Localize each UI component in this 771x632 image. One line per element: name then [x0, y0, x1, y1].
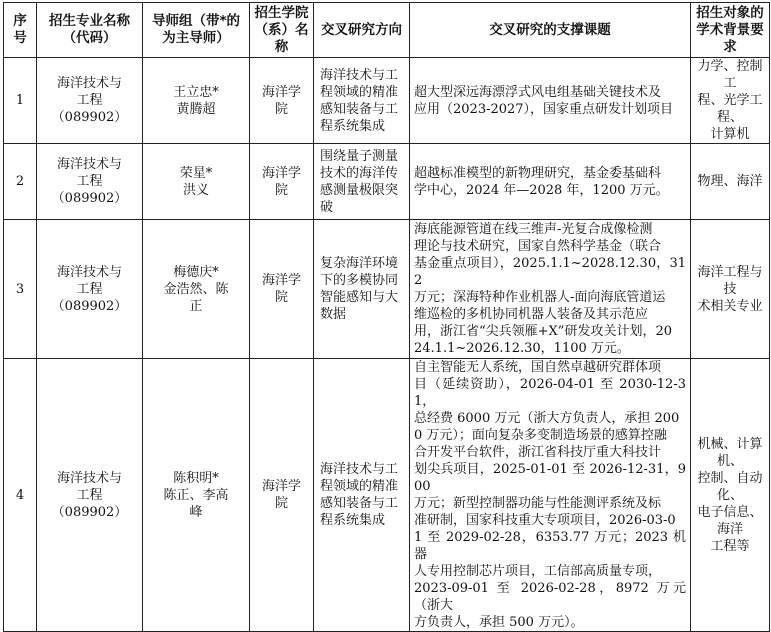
- cell-background-line: 力学、控制工: [697, 59, 763, 91]
- cell-mentors-line: 梅德庆*: [173, 264, 219, 280]
- cell-direction-line: 技术的海洋传: [320, 165, 399, 181]
- cell-major-line: 工程: [76, 174, 103, 189]
- cell-college-line: 院: [274, 101, 288, 117]
- cell-background: [691, 220, 770, 359]
- cell-projects-line: 万元；深海特种作业机器人-面向海底管道运: [414, 290, 666, 305]
- cell-direction-line: 感测量极限突: [320, 182, 399, 198]
- cell-direction-line: 智能感知与大: [320, 290, 399, 305]
- cell-projects-line: 合开发平台软件，浙江省科技厅重大科技计: [414, 445, 662, 460]
- cell-direction-line: 程系统集成: [320, 118, 386, 134]
- cell-direction-line: 复杂海洋环境: [320, 256, 399, 271]
- cell-major-line: 海洋技术与: [56, 264, 122, 280]
- header-projects: 交叉研究的支撑课题: [410, 3, 691, 58]
- cell-projects-line: 超大型深远海漂浮式风电组基础关键技术及: [414, 84, 662, 100]
- cell-major-line: 海洋技术与: [56, 157, 122, 172]
- cell-major: [37, 58, 143, 144]
- cell-direction-line: 数据: [320, 307, 347, 322]
- table-body: [4, 58, 770, 632]
- table-row: [4, 144, 770, 220]
- cell-major-line: 工程: [76, 93, 103, 108]
- cell-projects-line: 用，浙江省“尖兵领雁+X”研发攻关计划，20: [414, 324, 672, 339]
- cell-major-line: 工程: [76, 487, 103, 503]
- cell-mentors: [143, 144, 250, 220]
- cell-direction-line: 感知装备与工: [320, 101, 399, 117]
- cell-projects-line: 学中心，2024 年—2028 年，1200 万元。: [414, 182, 669, 198]
- table-row: [4, 220, 770, 359]
- header-index: 序号: [4, 3, 37, 58]
- cell-background: [691, 144, 770, 220]
- cell-projects-line: 海底能源管道在线三维声-光复合成像检测: [414, 222, 653, 237]
- header-direction: 交叉研究方向: [314, 3, 410, 58]
- cell-direction-line: 程系统集成: [320, 513, 386, 528]
- cell-background-line: 物理、海洋: [697, 174, 763, 189]
- cell-mentors: [143, 58, 250, 144]
- cell-major: [37, 220, 143, 359]
- cell-background-line: 术相关专业: [697, 298, 763, 314]
- cell-mentors-line: 王立忠*: [173, 84, 219, 100]
- cell-mentors: [143, 220, 250, 359]
- cell-projects-line: 万元；新型控制器功能与性能测评系统及标: [414, 496, 662, 511]
- cell-projects: [410, 58, 691, 144]
- cell-background-line: 程、光学工程、: [697, 93, 763, 125]
- cell-projects: [410, 144, 691, 220]
- cell-mentors-line: 陈积明*: [173, 470, 219, 486]
- cell-projects-line: 划尖兵项目，2025-01-01 至 2026-12-31，900: [414, 462, 686, 494]
- cell-index: 3: [4, 220, 37, 359]
- cell-mentors-line: 黄腾超: [176, 101, 216, 117]
- cell-major: [37, 359, 143, 632]
- enrollment-table: [3, 2, 770, 632]
- cell-direction: [314, 220, 410, 359]
- cell-projects-line: 0 万元）；面向复杂多变制造场景的感算控融: [414, 428, 667, 443]
- table-wrapper: [3, 2, 770, 632]
- cell-college-line: 院: [274, 290, 288, 305]
- cell-college-line: 海洋学: [261, 479, 301, 494]
- cell-direction-line: 下的多模协同: [320, 273, 399, 288]
- cell-projects-line: 超越标准模型的新物理研究，基金委基础科: [414, 165, 662, 181]
- cell-background-line: 机械、计算机、: [697, 436, 763, 469]
- cell-mentors-line: 正: [189, 298, 203, 314]
- cell-projects-line: 方负责人，承担 500 万元）。: [414, 615, 584, 630]
- header-college: 招生学院（系）名称: [250, 3, 314, 58]
- cell-index: 1: [4, 58, 37, 144]
- cell-college-line: 海洋学: [261, 273, 301, 288]
- cell-mentors: [143, 359, 250, 632]
- cell-projects-line: 应用（2023-2027），国家重点研发计划项目: [414, 101, 674, 117]
- cell-projects-line: 维巡检的多机协同机器人装备及其示范应: [414, 307, 649, 322]
- header-mentors: 导师组（带*的为主导师）: [143, 3, 250, 58]
- cell-direction-line: 围绕量子测量: [320, 148, 399, 164]
- cell-direction: [314, 58, 410, 144]
- cell-college: [250, 58, 314, 144]
- cell-major-line: 海洋技术与: [56, 76, 122, 91]
- table-row: [4, 58, 770, 144]
- table-header: [4, 3, 770, 58]
- cell-major-line: （089902）: [51, 504, 128, 520]
- cell-background-line: 海洋工程与技: [697, 264, 763, 297]
- cell-direction-line: 海洋技术与工: [320, 462, 399, 477]
- cell-index: 2: [4, 144, 37, 220]
- cell-direction: [314, 144, 410, 220]
- cell-direction-line: 程领域的精准: [320, 84, 399, 100]
- cell-background: [691, 58, 770, 144]
- cell-projects-line: 1 至 2029-02-28，6353.77 万元；2023 机器: [414, 530, 686, 562]
- cell-college: [250, 144, 314, 220]
- cell-college-line: 院: [274, 496, 288, 511]
- cell-projects: [410, 359, 691, 632]
- cell-projects-line: 基金重点项目），2025.1.1~2028.12.30，312: [414, 256, 686, 288]
- cell-projects-line: 目（延续资助），2026-04-01 至 2030-12-31，: [414, 377, 686, 409]
- cell-projects-line: 总经费 6000 万元（浙大方负责人，承担 200: [414, 411, 680, 426]
- cell-projects-line: 人专用控制芯片项目，工信部高质量专项，: [414, 564, 662, 579]
- cell-major-line: （089902）: [51, 191, 128, 206]
- table-row: [4, 359, 770, 632]
- cell-projects-line: 理论与技术研究，国家自然科学基金（联合: [414, 239, 662, 254]
- cell-mentors-line: 洪义: [182, 182, 209, 198]
- cell-direction-line: 破: [320, 199, 334, 215]
- cell-college: [250, 359, 314, 632]
- cell-mentors-line: 金浩然、陈: [163, 281, 229, 297]
- cell-college-line: 海洋学: [261, 165, 301, 181]
- cell-background-line: 计算机: [710, 127, 750, 142]
- cell-college: [250, 220, 314, 359]
- cell-background-line: 控制、自动化、: [697, 470, 763, 503]
- cell-major-line: （089902）: [51, 110, 128, 125]
- cell-major-line: （089902）: [51, 298, 128, 314]
- cell-background: [691, 359, 770, 632]
- cell-projects: [410, 220, 691, 359]
- cell-college-line: 院: [274, 182, 288, 198]
- cell-projects-line: 自主智能无人系统，国自然卓越研究群体项: [414, 360, 662, 375]
- cell-direction: [314, 359, 410, 632]
- cell-major-line: 工程: [76, 281, 103, 297]
- cell-index: 4: [4, 359, 37, 632]
- header-background: 招生对象的学术背景要求: [691, 3, 770, 58]
- cell-background-line: 工程等: [710, 538, 750, 554]
- cell-direction-line: 程领域的精准: [320, 479, 399, 494]
- cell-direction-line: 感知装备与工: [320, 496, 399, 511]
- cell-projects-line: 准研制，国家科技重大专项项目，2026-03-0: [414, 513, 676, 528]
- cell-background-line: 电子信息、海洋: [697, 504, 763, 537]
- cell-mentors-line: 峰: [189, 504, 203, 520]
- cell-projects-line: 24.1.1~2026.12.30，1100 万元。: [414, 341, 630, 356]
- header-major: 招生专业名称（代码）: [37, 3, 143, 58]
- cell-projects-line: 2023-09-01 至 2026-02-28，8972 万元（浙大: [414, 581, 686, 613]
- cell-mentors-line: 荣星*: [179, 165, 213, 181]
- cell-major: [37, 144, 143, 220]
- cell-college-line: 海洋学: [261, 84, 301, 100]
- cell-direction-line: 海洋技术与工: [320, 67, 399, 83]
- cell-major-line: 海洋技术与: [56, 470, 122, 486]
- cell-mentors-line: 陈正、李高: [163, 487, 229, 503]
